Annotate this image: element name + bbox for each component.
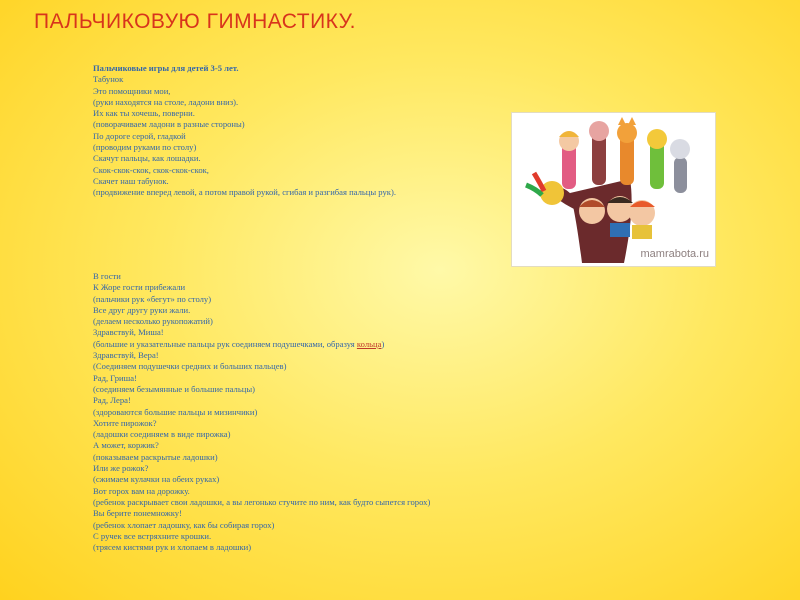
poem-line: (Соединяем подушечки средних и больших пальцев)	[93, 361, 287, 372]
poem-line: Или же рожок?	[93, 463, 149, 474]
poem-line-with-link	[93, 339, 430, 350]
poem-line: В гости	[93, 271, 121, 281]
poem-line: Скок-скок-скок, скок-скок-скок,	[93, 164, 209, 175]
poem-line-prefix: (большие и указательные пальцы рук соединяем подушечками, образуя	[93, 338, 357, 349]
poem-heading: Пальчиковые игры для детей 3-5 лет.	[93, 63, 239, 73]
poem-line: Здравствуй, Вера!	[93, 350, 159, 361]
poem-line: (поворачиваем ладони в разные стороны)	[93, 119, 245, 130]
poem-line: (сжимаем кулачки на обеих руках)	[93, 474, 220, 485]
poem-line: Здравствуй, Миша!	[93, 327, 164, 338]
poem-line: Скачет наш табунок.	[93, 175, 169, 186]
poem-line: Рад, Лера!	[93, 395, 131, 406]
poem-line: Их как ты хочешь, поверни.	[93, 108, 195, 119]
poem-line: Вы берите понемножку!	[93, 508, 182, 519]
finger-puppets-image	[512, 113, 715, 266]
image-watermark: mamrabota.ru	[640, 248, 709, 260]
poem-line: (соединяем безымянные и большие пальцы)	[93, 383, 255, 394]
poem-line: По дороге серой, гладкой	[93, 130, 186, 141]
poem-line: (пальчики рук «бегут» по столу)	[93, 293, 212, 304]
poem-line: Это помощники мои,	[93, 85, 171, 96]
poem-line: (продвижение вперед левой, а потом правой рукой, сгибая и разгибая пальцы рук).	[93, 187, 396, 198]
poem-line: Все друг другу руки жали.	[93, 304, 191, 315]
poem-line: (показываем раскрытые ладошки)	[93, 451, 218, 462]
poem-line: Хотите пирожок?	[93, 417, 157, 428]
poem-line: (делаем несколько рукопожатий)	[93, 316, 213, 327]
poem-line: Скачут пальцы, как лошадки.	[93, 153, 201, 164]
poem-line: (ребенок хлопает ладошку, как бы собирая горох)	[93, 519, 275, 530]
poem-line: С ручек все встряхните крошки.	[93, 530, 212, 541]
poem-line: А может, коржик?	[93, 440, 159, 451]
kolca-link[interactable]: кольца	[356, 338, 382, 349]
poem-line: (трясем кистями рук и хлопаем в ладошки)	[93, 542, 252, 553]
poem-v-gosti	[93, 271, 430, 553]
poem-line: (здороваются большие пальцы и мизинчики)	[93, 406, 258, 417]
poem-line: Вот горох вам на дорожку.	[93, 485, 190, 496]
slide-title: ПАЛЬЧИКОВУЮ ГИМНАСТИКУ.	[34, 10, 357, 33]
poem-line: Табунок	[93, 74, 124, 85]
poem-line: (ребенок раскрывает свои ладошки, а вы легонько стучите по ним, как будто сыпется горох)	[93, 496, 431, 507]
poem-line: (проводим руками по столу)	[93, 142, 197, 153]
finger-puppets-illustration	[512, 113, 715, 266]
poem-line: (руки находятся на столе, ладони вниз).	[93, 96, 239, 107]
poem-line: К Жоре гости прибежали	[93, 282, 186, 293]
poem-line: Рад, Гриша!	[93, 372, 137, 383]
poem-line: (ладошки соединяем в виде пирожка)	[93, 429, 231, 440]
poem-tabunok	[93, 63, 396, 199]
poem-line-suffix: )	[381, 338, 385, 349]
